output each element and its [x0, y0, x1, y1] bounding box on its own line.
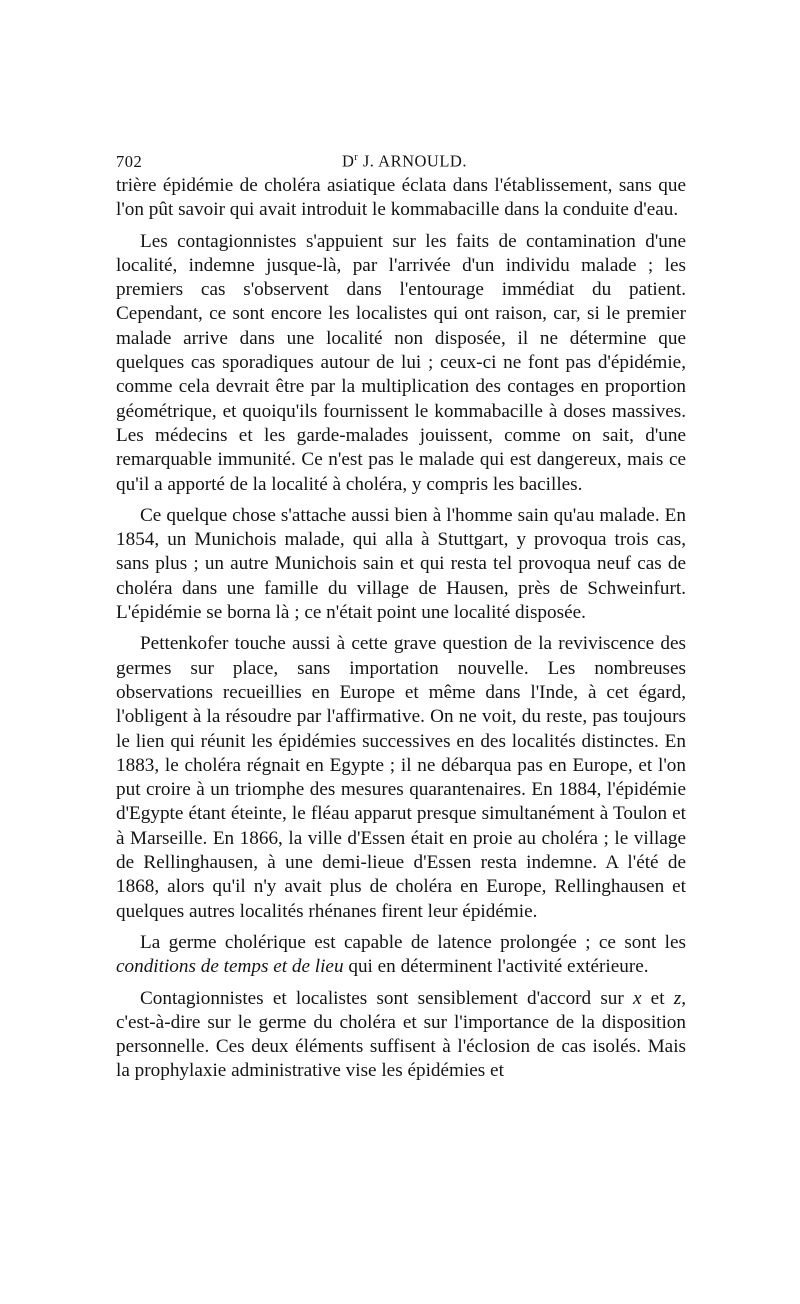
paragraph-contagionnistes: Les contagionnistes s'appuient sur les faits de contamination d'une localité, indemne jusque-là, par l'arrivée d'un individu malade ; les premiers cas s'observent dans l'entourage immédiat du patient. Cependant, ce sont encore les localistes qui ont raison, car, si le premier malade arrive dans une localité non disposée, il ne détermine que quelques cas sporadiques autour de lui ; ceux-ci ne font pas d'épidémie, comme cela devrait être par la multiplication des contages en proportion géométrique, et quoiqu'ils fournissent le kommabacille à doses massives. Les médecins et les garde-malades jouissent, comme on sait, d'une remarquable immunité. Ce n'est pas le malade qui est dangereux, mais ce qu'il a apporté de la localité à choléra, y compris les bacilles. — [116, 230, 686, 495]
variable-x: x — [632, 987, 642, 1009]
author-name: J. ARNOULD. — [358, 151, 467, 171]
page-number: 702 — [116, 151, 143, 171]
paragraph-latence-end: qui en déterminent l'activité extérieure. — [343, 956, 649, 978]
author-prefix: D — [342, 151, 355, 171]
paragraph-homme-sain: Ce quelque chose s'attache aussi bien à l'homme sain qu'au malade. En 1854, un Munichois malade, qui alla à Stuttgart, y provoqua trois cas, sans plus ; un autre Munichois sain et qui resta tel provoqua neuf cas de choléra dans une famille du village de Hausen, près de Schweinfurt. L'épidémie se borna là ; ce n'était point une localité disposée. — [116, 504, 686, 624]
paragraph-pettenkofer: Pettenkofer touche aussi à cette grave question de la reviviscence des germes sur place, sans importation nouvelle. Les nombreuses observations recueillies en Europe et même dans l'Inde, à cet égard, l'obligent à la résoudre par l'affirmative. On ne voit, du reste, pas toujours le lien qui réunit les épidémies successives en des localités distinctes. En 1883, le choléra régnait en Egypte ; il ne débarqua pas en Europe, et l'on put croire à un triomphe des mesures quarantenaires. En 1884, l'épidémie d'Egypte étant éteinte, le fléau apparut presque simultanément à Toulon et à Marseille. En 1866, la ville d'Essen était en proie au choléra ; le village de Rellinghausen, à une demi-lieue d'Essen resta indemne. A l'été de 1868, alors qu'il n'y avait plus de choléra en Europe, Rellinghausen et quelques autres localités rhénanes firent leur épidémie. — [116, 633, 686, 922]
paragraph-accord-end: , c'est-à-dire sur le germe du choléra et sur l'importance de la disposition personnelle. Ces deux éléments suffisent à l'éclosion de cas isolés. Mais la prophylaxie administrative vise les épidémies et — [116, 987, 686, 1082]
author-sup: r — [354, 152, 359, 163]
body-text — [116, 174, 686, 1084]
emphasis-conditions: conditions de temps et de lieu — [116, 956, 344, 978]
running-header — [116, 146, 686, 170]
paragraph-accord — [116, 987, 686, 1084]
paragraph-latence-start: La germe cholérique est capable de latence prolongée ; ce sont les — [140, 931, 686, 953]
paragraph-accord-et: et — [641, 987, 674, 1009]
paragraph-latence — [116, 931, 686, 980]
author-header — [342, 146, 467, 174]
variable-z: z — [673, 987, 682, 1009]
paragraph-continuation: trière épidémie de choléra asiatique éclata dans l'établissement, sans que l'on pût savoir qui avait introduit le kommabacille dans la conduite d'eau. — [116, 175, 686, 221]
paragraph-accord-start: Contagionnistes et localistes sont sensiblement d'accord sur — [140, 987, 633, 1009]
book-page — [116, 146, 686, 1084]
